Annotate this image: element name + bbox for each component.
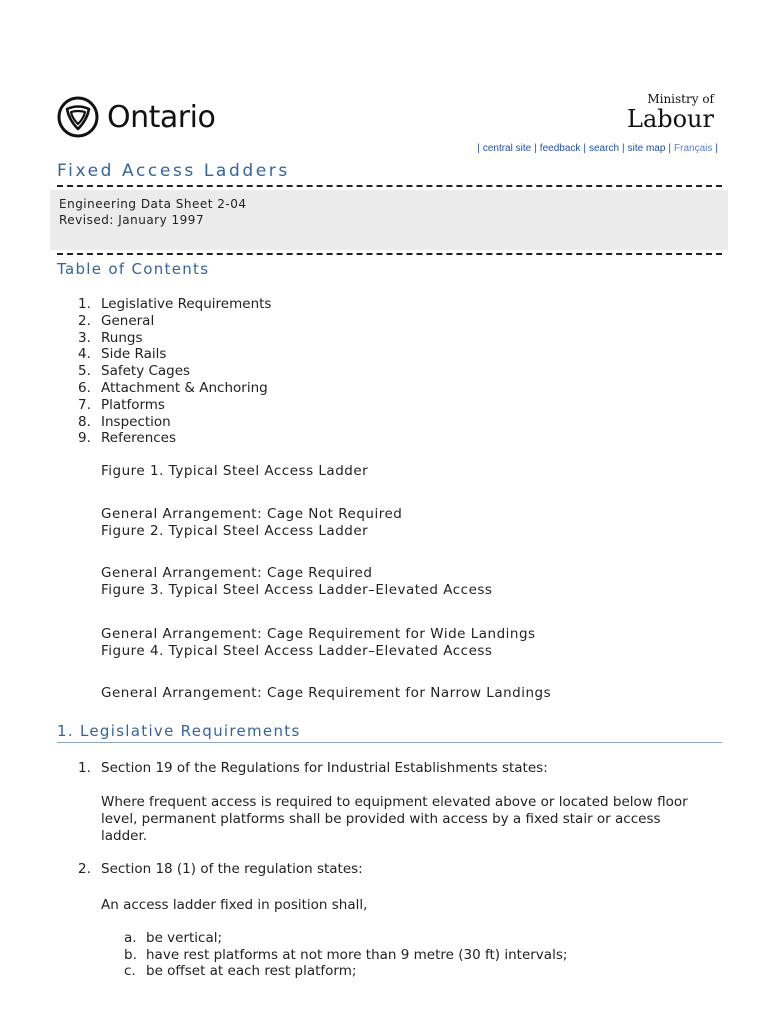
toc-link-references[interactable]: References	[101, 430, 177, 447]
section-1-heading: 1. Legislative Requirements	[57, 722, 301, 740]
figure-arrangement: General Arrangement: Cage Requirement for Wide Landings	[101, 626, 536, 642]
regulation-quote: An access ladder fixed in position shall,	[101, 897, 368, 913]
figure-caption[interactable]: Figure 3. Typical Steel Access Ladder–Elevated Access	[101, 582, 493, 598]
figure-4-arrangement[interactable]	[101, 685, 551, 702]
ontario-logo[interactable]	[57, 96, 215, 138]
nav-francais[interactable]: Français	[674, 143, 713, 154]
toc-item[interactable]: 6. Attachment & Anchoring	[78, 379, 268, 396]
logo-wordmark: Ontario	[107, 99, 216, 135]
toc-heading: Table of Contents	[57, 260, 210, 278]
figure-caption[interactable]: Figure 4. Typical Steel Access Ladder–Elevated Access	[101, 643, 493, 659]
figure-arrangement: General Arrangement: Cage Not Required	[101, 506, 403, 522]
toc-item[interactable]: 9. References	[78, 430, 177, 447]
divider-top	[57, 185, 722, 187]
list-item: b. have rest platforms at not more than 9 metre (30 ft) intervals;	[124, 946, 568, 963]
section-rule	[57, 742, 722, 743]
figure-1-2-block[interactable]	[101, 506, 402, 540]
figure-3-4-block[interactable]	[101, 626, 536, 660]
list-item-text: Section 19 of the Regulations for Industrial Establishments states:	[101, 760, 548, 776]
data-sheet-number: Engineering Data Sheet 2-04	[59, 197, 247, 211]
toc-list	[78, 296, 271, 447]
nav-feedback[interactable]: feedback	[539, 143, 581, 154]
toc-link-attachment-anchoring[interactable]: Attachment & Anchoring	[101, 379, 268, 396]
figure-arrangement: General Arrangement: Cage Required	[101, 565, 373, 581]
toc-link-platforms[interactable]: Platforms	[101, 396, 165, 413]
toc-link-legislative-requirements[interactable]: Legislative Requirements	[101, 296, 272, 312]
page-title: Fixed Access Ladders	[57, 161, 290, 181]
list-number: 1.	[78, 760, 91, 776]
list-item: a. be vertical;	[124, 930, 223, 946]
revised-date: Revised: January 1997	[59, 213, 205, 227]
toc-item[interactable]: 4. Side Rails	[78, 346, 167, 363]
figure-2-3-block[interactable]	[101, 565, 492, 599]
list-item: c. be offset at each rest platform;	[124, 963, 357, 979]
toc-link-general[interactable]: General	[101, 312, 155, 329]
nav-site-map[interactable]: site map	[627, 143, 666, 154]
figure-caption[interactable]: Figure 1. Typical Steel Access Ladder	[101, 463, 369, 479]
sub-list	[124, 930, 567, 980]
ministry-name: Labour	[627, 105, 714, 133]
list-item-text: Section 18 (1) of the regulation states:	[101, 861, 363, 877]
ministry-banner	[627, 92, 714, 132]
toc-item[interactable]: 2. General	[78, 312, 155, 329]
toc-item[interactable]: 1. Legislative Requirements	[78, 296, 272, 312]
list-number: 2.	[78, 861, 91, 877]
toc-item[interactable]: 7. Platforms	[78, 396, 165, 413]
document-meta-box	[50, 190, 728, 250]
toc-link-rungs[interactable]: Rungs	[101, 329, 143, 346]
toc-item[interactable]: 3. Rungs	[78, 329, 143, 346]
top-nav: | central site | feedback | search | site map | Français |	[477, 143, 718, 154]
divider-bottom	[57, 253, 722, 255]
toc-item[interactable]: 8. Inspection	[78, 413, 171, 430]
ministry-of-label: Ministry of	[647, 92, 714, 106]
toc-link-inspection[interactable]: Inspection	[101, 413, 171, 430]
trillium-icon	[57, 96, 99, 138]
toc-item[interactable]: 5. Safety Cages	[78, 363, 191, 380]
nav-search[interactable]: search	[589, 143, 620, 154]
figure-1-link[interactable]	[101, 463, 368, 480]
toc-link-safety-cages[interactable]: Safety Cages	[101, 363, 191, 380]
figure-arrangement: General Arrangement: Cage Requirement for Narrow Landings	[101, 685, 552, 701]
regulation-quote: Where frequent access is required to equipment elevated above or located below floor level, permanent platforms shall be provided with access by a fixed stair or access ladder.	[101, 794, 688, 844]
toc-link-side-rails[interactable]: Side Rails	[101, 346, 167, 363]
nav-central-site[interactable]: central site	[482, 143, 532, 154]
figure-caption[interactable]: Figure 2. Typical Steel Access Ladder	[101, 523, 369, 539]
